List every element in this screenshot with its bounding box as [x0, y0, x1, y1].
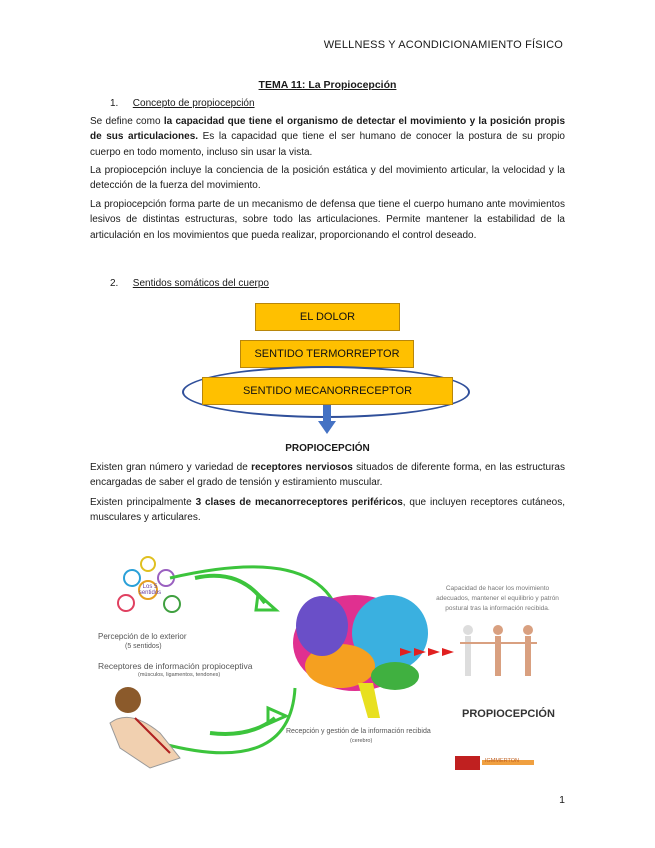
box-termorreptor-label: SENTIDO TERMORREPTOR: [254, 348, 400, 360]
reception-sub: (cerebro): [350, 738, 373, 744]
reception-label: Recepción y gestión de la información recibida: [286, 728, 431, 735]
senses-center-label: Los 5 sentidos: [138, 584, 162, 596]
para1-text-1: Se define como: [90, 116, 164, 127]
propiocepcion-label: PROPIOCEPCIÓN: [285, 443, 370, 454]
para5-text-2: , que incluyen receptores cutáneos, musculares y articulares.: [90, 497, 565, 524]
paragraph-mechanoreceptors: [90, 495, 565, 526]
knee-anatomy-icon: [110, 687, 180, 768]
perception-label: Percepción de lo exterior: [98, 632, 187, 641]
para4-text-2: situados de diferente forma, en las estructuras encargadas de saber el grado de tensión y estiramiento muscular.: [90, 462, 565, 489]
paragraph-defense: La propiocepción forma parte de un mecanismo de defensa que tiene el cuerpo humano ante movimientos lesivos de distintas estructuras, sobre todo las articulaciones. Permite mantener la estabilidad de la articulación en los movimientos que pueda realizar, proporcionando el control deseado.: [90, 199, 565, 241]
box-mecanorreceptor: [202, 377, 453, 405]
propiocepcion-figure-title: PROPIOCEPCIÓN: [462, 708, 555, 720]
proprioception-infographic: [90, 548, 565, 783]
para1-bold: la capacidad que tiene el organismo de detectar el movimiento y la posición propis de sus articulaciones.: [90, 116, 566, 143]
paragraph-definition: [90, 114, 565, 160]
human-balance-figures-icon: [460, 625, 537, 676]
para4-bold: receptores nerviosos: [251, 462, 353, 473]
para4-text-1: Existen gran número y variedad de: [90, 462, 252, 473]
para1-text-2: Es la capacidad que tiene el ser humano de conocer la postura de su propio cuerpo en todo momento, incluso sin usar la vista.: [90, 131, 565, 158]
page-number: 1: [559, 794, 565, 806]
box-el-dolor: [255, 303, 400, 331]
document-title: TEMA 11: La Propiocepción: [258, 79, 397, 91]
page-header: WELLNESS Y ACONDICIONAMIENTO FÍSICO: [323, 39, 563, 51]
section-2-label: Sentidos somáticos del cuerpo: [132, 278, 269, 289]
para5-bold: 3 clases de mecanorreceptores periféricos: [195, 497, 403, 508]
receptors-sub: (músculos, ligamentos, tendones): [138, 672, 221, 678]
section-1-label: Concepto de propiocepción: [132, 98, 255, 109]
para5-text-1: Existen principalmente: [90, 497, 196, 508]
box-el-dolor-label: EL DOLOR: [299, 311, 356, 323]
down-arrow-icon: [318, 405, 336, 435]
capacity-text: Capacidad de hacer los movimiento adecuados, mantener el equilibrio y patrón postural tras la información recibida.: [436, 585, 559, 612]
section-1-heading: [110, 98, 255, 109]
box-termorreptor: [240, 340, 414, 368]
brain-icon: [293, 595, 428, 718]
section-2-heading: [110, 278, 269, 289]
paragraph-receptors: [90, 460, 565, 491]
box-mecanorreceptor-label: SENTIDO MECANORRECEPTOR: [242, 385, 413, 397]
paragraph-awareness: La propiocepción incluye la conciencia de la posición estática y del movimiento articular, la velocidad y la detección de la fuerza del movimiento.: [90, 165, 565, 192]
section-2-number: 2.: [110, 278, 119, 289]
brand-logo-text: IGMMERTON: [485, 758, 520, 764]
receptors-label: Receptores de información propioceptiva: [98, 661, 253, 671]
section-1-number: 1.: [110, 98, 119, 109]
perception-sub: (5 sentidos): [125, 643, 162, 650]
